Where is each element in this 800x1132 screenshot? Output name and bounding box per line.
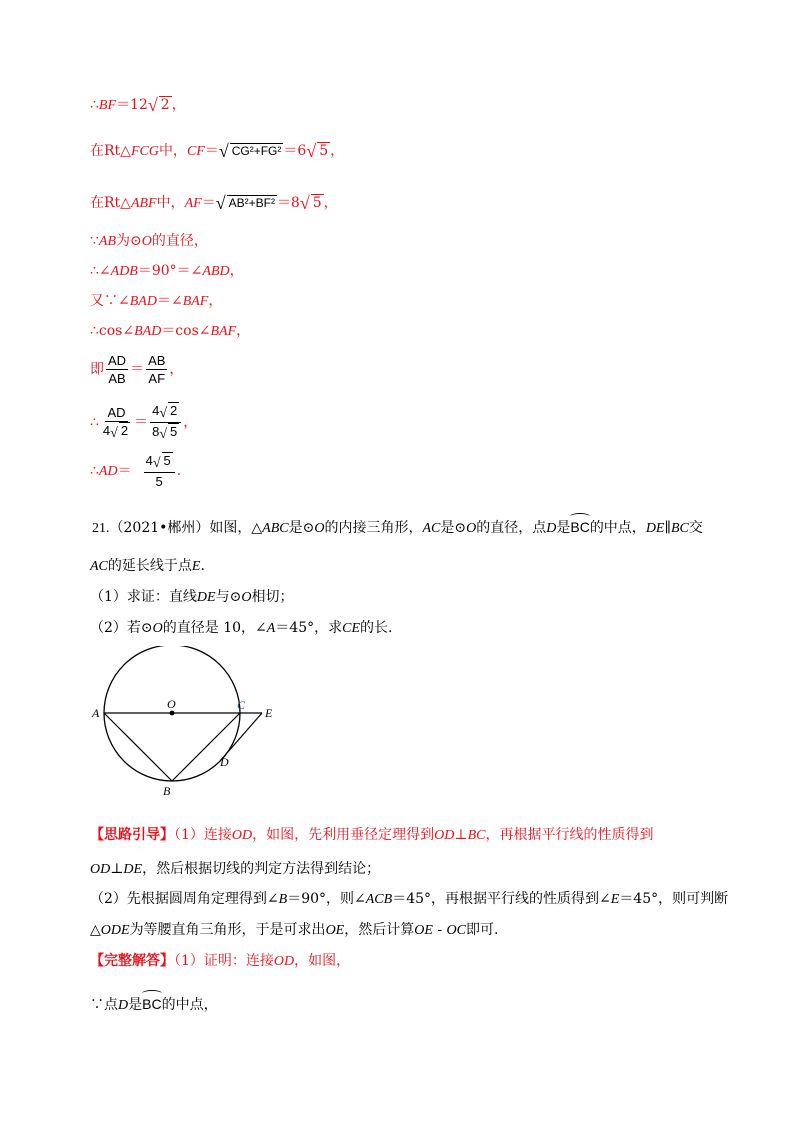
hint-label: 【思路引导】 [90, 827, 174, 843]
label-a: A [92, 706, 100, 720]
fraction-4root2-8root5: $\frac{4√ 2}{8√ 5}$ [150, 402, 181, 443]
solution-line-right-angle: ∴∠ADB＝90°＝∠ABD， [90, 263, 244, 279]
problem-statement-line2: AC的延长线于点E. [90, 558, 205, 574]
label-b: B [163, 784, 171, 796]
hint-paragraph-2-cont: △ODE为等腰直角三角形，于是可求出OE，然后计算OE - OC即可. [90, 922, 499, 938]
label-o: O [167, 697, 176, 711]
geometry-figure [88, 646, 288, 796]
point-o [170, 711, 175, 716]
solution-line-cos: ∴cos∠BAD＝cos∠BAF， [90, 323, 251, 339]
question-2: （2）若⊙O的直径是 10，∠A＝45°，求CE的长. [90, 620, 393, 636]
answer-paragraph-2: ∵点D是BC的中点， [90, 996, 218, 1013]
arc-bc-answer: BC [142, 996, 162, 1012]
fraction-ad-4root2: $\frac{AD}{4√ 2}$ [102, 404, 129, 441]
fraction-4root5-5: $\frac{4√ 5}{5}$ [144, 452, 175, 490]
segment-ab [104, 713, 172, 781]
label-c: C [237, 698, 246, 712]
question-1: （1）求证：直线DE与⊙O相切； [90, 589, 294, 605]
hint-paragraph-1: 【思路引导】（1）连接OD，如图，先利用垂径定理得到OD⊥BC，再根据平行线的性质得到 [90, 827, 654, 843]
solution-line-cf: 在Rt△FCG中，CF＝√ CG²+FG² ＝6√ 5 ， [90, 141, 345, 161]
solution-line-diameter: ∵AB为⊙O的直径， [90, 233, 208, 249]
arc-bc: BC [570, 519, 590, 535]
fraction-ab-af: $\frac{AB}{AF}$ [148, 353, 166, 386]
solution-line-substitute: ∴ $\frac{AD}{4√ 2}$ ＝ $\frac{4√ 2}{8√ 5}$ ， [90, 403, 198, 442]
solution-line-ad-result: ∴AD＝ $\frac{4√ 5}{5}$ . [90, 453, 182, 489]
answer-paragraph-1: 【完整解答】（1）证明：连接OD，如图， [90, 953, 351, 969]
solution-line-ratio: 即 $\frac{AD}{AB}$ ＝ $\frac{AB}{AF}$ ， [90, 353, 184, 386]
problem-statement-line1: 21.（2021•郴州）如图，△ABC是⊙O的内接三角形，AC是⊙O的直径，点D是BC的中点，DE∥BC交 [92, 519, 703, 536]
hint-paragraph-1-cont: OD⊥DE，然后根据切线的判定方法得到结论； [90, 861, 381, 877]
segment-bc [172, 713, 240, 781]
solution-line-equal-angles: 又∵∠BAD＝∠BAF， [90, 293, 223, 309]
hint-paragraph-2: （2）先根据圆周角定理得到∠B＝90°，则∠ACB＝45°，再根据平行线的性质得到∠E＝45°，则可判断 [90, 891, 729, 907]
solution-line-bf: ∴BF＝12√ 2 ， [90, 95, 186, 115]
segment-de [220, 713, 262, 761]
answer-label: 【完整解答】 [90, 953, 174, 969]
label-e: E [265, 706, 273, 720]
label-d: D [220, 755, 229, 769]
solution-line-af: 在Rt△ABF中，AF＝√ AB²+BF² ＝8√ 5 ， [90, 193, 338, 213]
fraction-ad-ab: $\frac{AD}{AB}$ [108, 353, 127, 386]
